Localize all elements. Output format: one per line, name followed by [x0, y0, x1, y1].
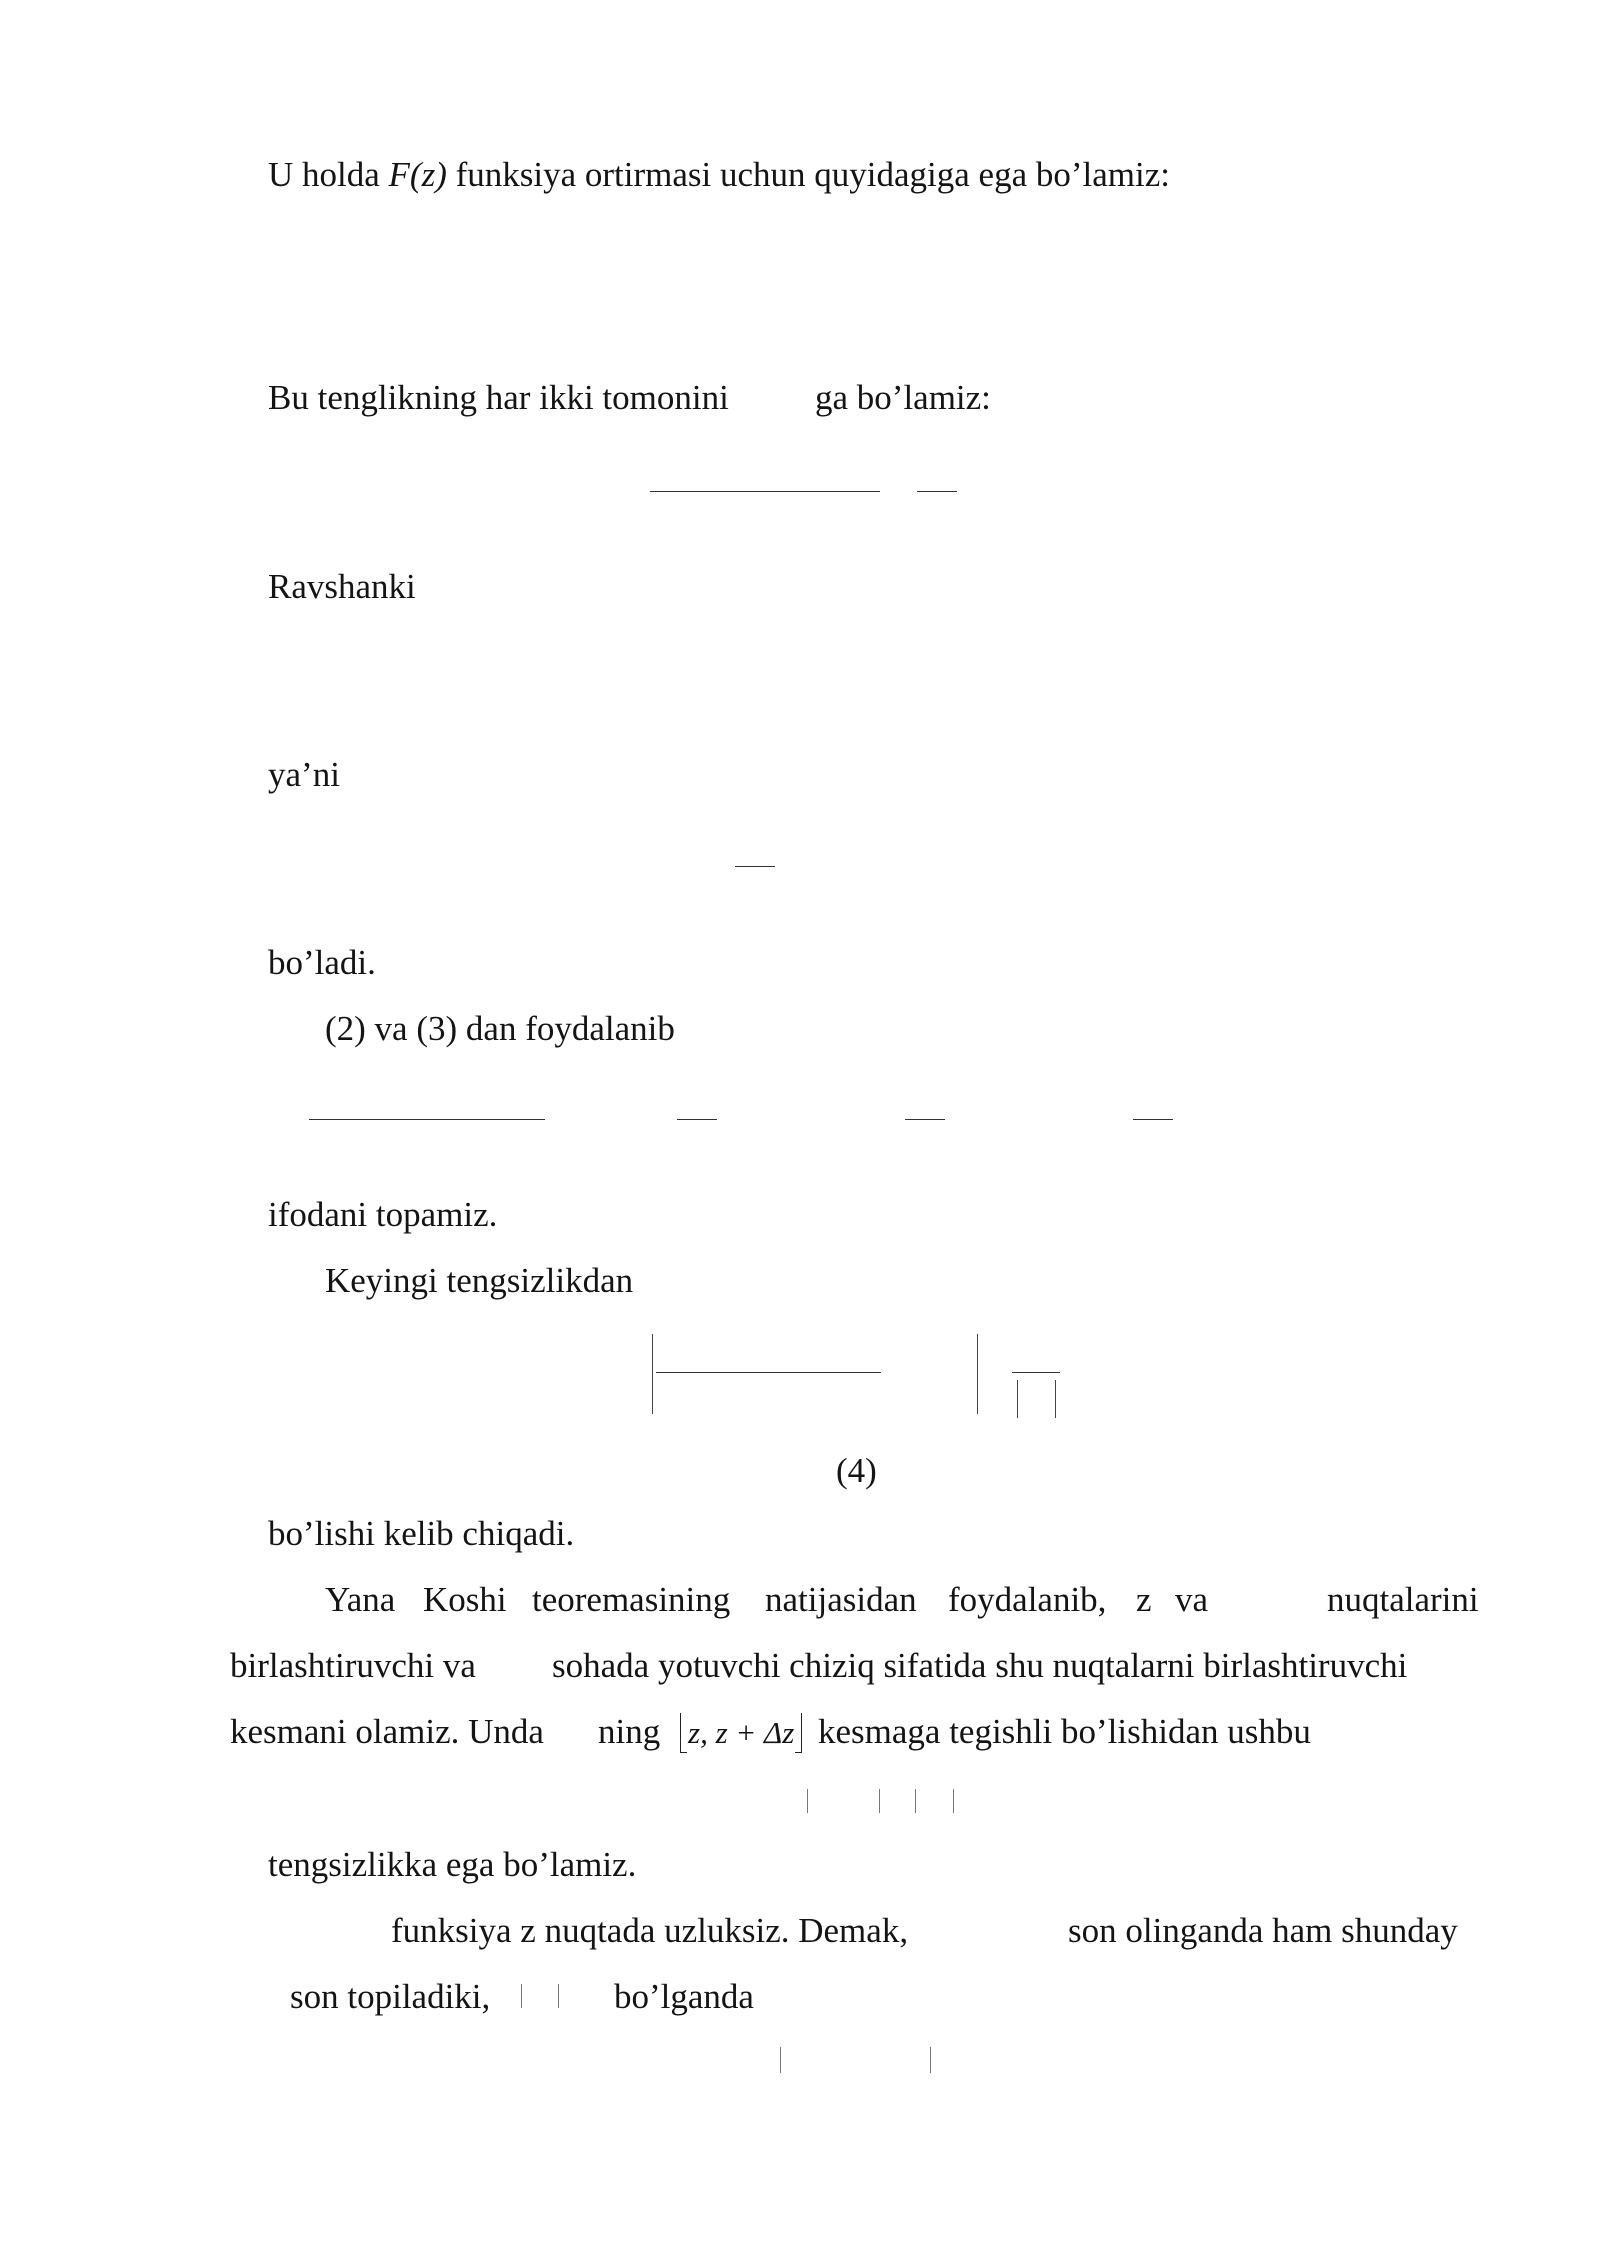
paragraph-that-is: [268, 753, 340, 797]
formula-abs-bar-small: [521, 1984, 522, 2008]
paragraph-find-expression: [268, 1193, 497, 1237]
paragraph-cauchy-line-3c: [818, 1710, 1311, 1754]
segment-interval: [684, 1710, 798, 1755]
next-inequality-text: Keyingi tengsizlikdan: [325, 1261, 634, 1300]
formula-fraction-bar-small: [735, 866, 775, 867]
formula-fraction-bar-small: [1133, 1119, 1173, 1120]
paragraph-cauchy-line-1f: [1136, 1578, 1152, 1622]
formula-abs-bar-small: [1055, 1380, 1056, 1418]
divide-text-b: ga bo’lamiz:: [815, 378, 991, 417]
cauchy-word: z: [1136, 1580, 1152, 1619]
equation-number-text: (4): [836, 1451, 877, 1490]
get-inequality-text: tengsizlikka ega bo’lamiz.: [268, 1845, 637, 1884]
paragraph-number-found-b: [614, 1975, 754, 2019]
cauchy-word: va: [1175, 1580, 1209, 1619]
formula-fraction-bar: [309, 1119, 545, 1120]
paragraph-intro: [268, 153, 1170, 197]
formula-fraction-bar-small: [677, 1119, 717, 1120]
clearly-text: Ravshanki: [268, 567, 416, 606]
paragraph-divide-both-sides: [268, 376, 729, 420]
paragraph-clearly: [268, 565, 416, 609]
formula-abs-bar-small: [558, 1984, 559, 2008]
becomes-text: bo’ladi.: [268, 943, 376, 982]
paragraph-get-inequality: [268, 1843, 636, 1887]
belongs-text: kesmaga tegishli bo’lishidan ushbu: [818, 1712, 1311, 1751]
paragraph-cauchy-line-1: [325, 1578, 395, 1622]
paragraph-next-inequality: [325, 1259, 633, 1303]
formula-abs-bar: [977, 1334, 978, 1414]
paragraph-using-2-3: [325, 1007, 675, 1051]
segment-text: kesmani olamiz. Unda: [230, 1712, 544, 1751]
that-is-text: ya’ni: [268, 755, 340, 794]
formula-abs-bar-small: [915, 1789, 916, 1813]
paragraph-cauchy-line-3b: [598, 1710, 660, 1754]
cauchy-word: nuqtalarini: [1327, 1580, 1479, 1619]
intro-text-start: U holda: [268, 155, 389, 194]
formula-abs-bar-small: [1017, 1380, 1018, 1418]
paragraph-cauchy-line-1g: [1175, 1578, 1208, 1622]
paragraph-cauchy-line-1e: [948, 1578, 1106, 1622]
paragraph-divide-suffix: [815, 376, 991, 420]
continuous-text: funksiya z nuqtada uzluksiz. Demak,: [391, 1911, 909, 1950]
paragraph-continuous-a: [391, 1909, 908, 1953]
paragraph-cauchy-line-2b: [552, 1644, 1407, 1688]
segment-interval-math: z, z + Δz: [684, 1711, 798, 1755]
formula-abs-bar-small: [879, 1789, 880, 1813]
formula-abs-bar: [652, 1334, 653, 1414]
using-2-3-text: (2) va (3) dan foydalanib: [325, 1009, 675, 1048]
number-taken-text: son olinganda ham shunday: [1068, 1911, 1458, 1950]
intro-text-end: funksiya ortirmasi uchun quyidagiga ega bo’lamiz:: [446, 155, 1170, 194]
divide-text-a: Bu tenglikning har ikki tomonini: [268, 378, 729, 417]
paragraph-cauchy-line-1d: [765, 1578, 917, 1622]
paragraph-cauchy-line-3a: [230, 1710, 544, 1754]
cauchy-word: foydalanib,: [948, 1580, 1107, 1619]
equation-number: [836, 1449, 877, 1493]
intro-function-name: F(z): [388, 155, 447, 194]
formula-fraction-bar-small: [905, 1119, 945, 1120]
connecting-text: birlashtiruvchi va: [230, 1646, 476, 1685]
paragraph-number-found-a: [290, 1975, 490, 2019]
domain-text: sohada yotuvchi chiziq sifatida shu nuqtalarni birlashtiruvchi: [552, 1646, 1408, 1685]
cauchy-word: Yana: [325, 1580, 396, 1619]
formula-abs-bar-small: [953, 1789, 954, 1813]
when-text: bo’lganda: [614, 1977, 754, 2016]
formula-abs-bar-small: [930, 2047, 931, 2073]
formula-fraction-bar: [650, 491, 880, 492]
formula-abs-bar-small: [780, 2047, 781, 2073]
cauchy-word: teoremasining: [532, 1580, 731, 1619]
cauchy-word: natijasidan: [765, 1580, 917, 1619]
formula-abs-bar-small: [807, 1789, 808, 1813]
cauchy-word: Koshi: [423, 1580, 507, 1619]
formula-fraction-bar-small: [917, 491, 957, 492]
formula-fraction-bar: [656, 1372, 881, 1373]
formula-fraction-bar-small: [1012, 1372, 1060, 1373]
paragraph-becomes: [268, 941, 376, 985]
number-found-text: son topiladiki,: [290, 1977, 491, 2016]
paragraph-cauchy-line-1b: [423, 1578, 507, 1622]
paragraph-cauchy-line-1c: [532, 1578, 730, 1622]
find-expression-text: ifodani topamiz.: [268, 1195, 498, 1234]
paragraph-cauchy-line-1h: [1327, 1578, 1479, 1622]
ning-text: ning: [598, 1712, 661, 1751]
paragraph-cauchy-line-2a: [230, 1644, 476, 1688]
paragraph-follows: [268, 1512, 574, 1556]
paragraph-continuous-b: [1068, 1909, 1458, 1953]
follows-text: bo’lishi kelib chiqadi.: [268, 1514, 575, 1553]
